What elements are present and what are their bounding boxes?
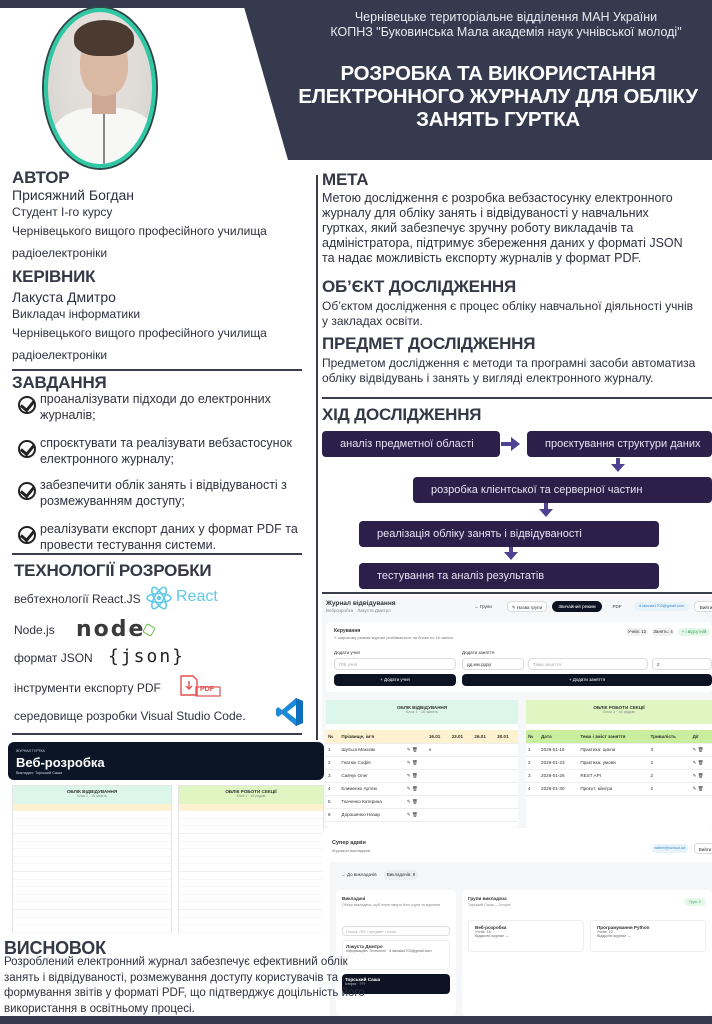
process-heading: ХІД ДОСЛІДЖЕННЯ [322,405,482,424]
admin-logout-button[interactable]: Вийти [694,843,712,854]
arrow-down-icon [611,464,625,472]
vscode-icon [276,697,304,727]
divider [12,733,302,735]
process-step: аналіз предметної області [322,431,500,457]
check-circle-icon [18,396,36,414]
attendance-table: № Прізвище, ім'я 16.01 23.01 26.01 30.01 1 Шульга Максим ✎ 🗑 н 2 Гнатюк Софія ✎ 🗑 3 Савчук Олег ✎ 🗑 4 Клименко Артем ✎ 🗑 5 Ткаченко Катерина ✎ 🗑 6 Дорошенко Назар ✎ 🗑 [326,730,518,822]
react-icon [146,586,172,610]
supervisor-heading: КЕРІВНИК [12,267,96,286]
arrow-down-icon [504,552,518,560]
arrow-down-icon [539,509,553,517]
teacher-card-selected[interactable]: Торський Саша Історія · ??? [342,974,450,994]
group-card[interactable]: Програмування Python Учнів: 10 Відкрити журнал → [590,920,706,952]
subject-heading: ПРЕДМЕТ ДОСЛІДЖЕННЯ [322,334,536,353]
nodejs-icon: node [76,617,146,642]
divider [12,553,302,555]
arrow-right-icon [511,437,520,451]
task-item: забезпечити облік занять і відвідуваності з розмежуванням доступу; [18,477,318,513]
teachers-panel: Викладачі Обери викладача, щоб переглянути його групи та журнали Пошук: ПІБ / предмет / email Лакуста Дмитро Інформаційні Технології · d.lakusta1703@gmail.com Торський Саша Історія · ??? [336,890,456,1016]
table-row: 2 2026-01-23 Практика: умови 2 ✎ 🗑 [526,756,712,769]
topic-input[interactable]: Тема заняття [528,658,648,670]
add-student-button[interactable]: + Додати учня [334,674,456,686]
organization [300,10,712,40]
journal-screenshot: Журнал відвідування Веброзробка · Лакуста Дмитро ← Групи ✎ Назва групи Звичайний режим PDF d.lakusta1703@gmail.com Вийти Керування У широкому режимі журнал розбивається на блоки по 16 занять Учнів: 12 Занять: 4 + і відсутній Додати учня Додати заняття ПІБ учня дд.мм.рррр Тема заняття 2 + Додати учня + Додати заняття ОБЛІК ВІДВІДУВАННЯ Блок 1 · 16 занять № Прізвище, ім'я 16.01 23.01 26.01 30.01 1 Шульга Максим ✎ 🗑 н 2 Гнатюк Софія ✎ 🗑 3 Савчук Олег ✎ 🗑 4 Клименко Артем ✎ 🗑 5 Ткаченко Катерина ✎ 🗑 6 Дорошенко Назар ✎ 🗑 ОБЛІК РОБОТИ СЕКЦІЇ Блок 1 · 16 рядків № Дата Тема і зміст заняття Тривалість Дії 1 2026-01-16 Практика: цикли 3 ✎ 🗑 2 2026-01-23 Практика: умови 2 ✎ 🗑 3 2026-01-26 REST API 2 ✎ 🗑 4 2026-01-30 Проєкт: мінігра 2 ✎ 🗑 [322,596,712,828]
tech-item-json: формат JSON {json} [14,646,186,667]
author-role: Студент І-го курсу [12,205,113,219]
table-row: 1 2026-01-16 Практика: цикли 3 ✎ 🗑 [526,743,712,756]
json-icon: {json} [108,646,186,667]
conclusion-heading: ВИСНОВОК [4,938,106,958]
tech-heading: ТЕХНОЛОГІЇ РОЗРОБКИ [14,561,212,580]
goal-heading: МЕТА [322,170,369,189]
table-row: 6 Дорошенко Назар ✎ 🗑 [326,808,518,821]
table-row: 5 Ткаченко Катерина ✎ 🗑 [326,795,518,808]
date-input[interactable]: дд.мм.рррр [462,658,524,670]
author-institution: Чернівецького вищого професійного училища радіоелектроніки [12,224,267,260]
logout-button[interactable]: Вийти [694,601,712,612]
add-lesson-button[interactable]: + Додати заняття [462,674,712,686]
author-heading: АВТОР [12,168,70,187]
divider [322,592,712,594]
attendance-card: ОБЛІК ВІДВІДУВАННЯ Блок 1 · 16 занять № Прізвище, ім'я 16.01 23.01 26.01 30.01 1 Шульга Максим ✎ 🗑 н 2 Гнатюк Софія ✎ 🗑 3 Савчук Олег ✎ 🗑 4 Клименко Артем ✎ 🗑 5 Ткаченко Катерина ✎ 🗑 6 Дорошенко Назар ✎ 🗑 [326,700,518,828]
table-row: 4 2026-01-30 Проєкт: мінігра 2 ✎ 🗑 [526,782,712,795]
section-work-card: ОБЛІК РОБОТИ СЕКЦІЇ Блок 1 · 16 рядків № Дата Тема і зміст заняття Тривалість Дії 1 2026-01-16 Практика: цикли 3 ✎ 🗑 2 2026-01-23 Практика: умови 2 ✎ 🗑 3 2026-01-26 REST API 2 ✎ 🗑 4 2026-01-30 Проєкт: мінігра 2 ✎ 🗑 [526,700,712,828]
supervisor-name: Лакуста Дмитро [12,289,116,305]
group-attendance-card: ОБЛІК ВІДВІДУВАННЯ Блок 1 · 16 занять [12,785,172,933]
mode-toggle-button[interactable]: Звичайний режим [552,601,602,612]
check-circle-icon [18,526,36,544]
object-heading: ОБ’ЄКТ ДОСЛІДЖЕННЯ [322,277,516,296]
conclusion-text: Розроблений електронний журнал забезпечує ефективний облік занять і відвідуваності, розмежування доступу користувачів та формування звітів у форматі PDF, що підтверджує доцільність його використання в освітньому процесі. [4,956,365,1015]
check-circle-icon [18,440,36,458]
divider [12,369,302,371]
supervisor-institution: Чернівецького вищого професійного училища радіоелектроніки [12,326,267,362]
back-to-teachers-link[interactable]: ← До викладачів [341,872,377,877]
supervisor-role: Викладач інформатики [12,307,141,321]
rename-group-button[interactable]: ✎ Назва групи [507,601,547,612]
process-step: реалізація обліку занять і відвідуваності [359,521,659,547]
groups-panel: Групи викладача Торський Саша — Історія Груп: 2 Веб-розробка Учнів: 15 Відкрити журнал → Програмування Python Учнів: 10 Відкрити журнал → [462,890,712,1016]
tech-item-react: вебтехнології React.JS React [14,592,141,606]
divider [322,397,712,399]
title-line-2: ЕЛЕКТРОННОГО ЖУРНАЛУ ДЛЯ ОБЛІКУ [298,85,698,108]
object-text: Об’єктом дослідження є процес обліку навчальної діяльності учнів у закладах освіти. [322,299,693,328]
process-step: тестування та аналіз результатів [359,563,659,589]
table-row: 4 Клименко Артем ✎ 🗑 [326,782,518,795]
groups-link[interactable]: ← Групи [474,604,492,609]
table-row: 1 Шульга Максим ✎ 🗑 н [326,743,518,756]
student-name-input[interactable]: ПІБ учня [334,658,456,670]
poster-title [284,62,712,131]
bottom-bar [0,1016,712,1024]
title-line-3: ЗАНЯТЬ ГУРТКА [416,108,580,131]
teacher-search-input[interactable]: Пошук: ПІБ / предмет / email [342,926,450,936]
process-step: проєктування структури даних [527,431,712,457]
pdf-export-button[interactable]: PDF [612,604,622,609]
pdf-icon: PDF [178,673,224,697]
goal-text: Метою дослідження є розробка вебзастосунку електронного журналу для обліку занять і відвідуваності у навчальних гуртках, який забезпечує зручну роботу викладачів та адміністратора, підтримує збереження даних у форматі JSON та надає можливість експорту журналів у формат PDF. [322,191,683,265]
edit-delete-icons: ✎ 🗑 [405,743,427,756]
title-line-1: РОЗРОБКА ТА ВИКОРИСТАННЯ [340,62,656,85]
table-row: 2 Гнатюк Софія ✎ 🗑 [326,756,518,769]
task-item: проаналізувати підходи до електронних журналів; [18,391,318,427]
admin-screenshot: Супер адмін Журнали викладачів admin@school.ua Вийти ← До викладачів Викладачів: 9 Викладачі Обери викладача, щоб переглянути його групи та журнали Пошук: ПІБ / предмет / email Лакуста Дмитро Інформаційні Технології · d.lakusta1703@gmail.com Торський Саша Історія · ??? Групи викладача Торський Саша — Історія Груп: 2 Веб-розробка Учнів: 15 Відкрити журнал → Програмування Python Учнів: 10 Відкрити журнал → [322,830,712,1016]
tech-item-vscode: середовище розробки Visual Studio Code. [14,709,246,723]
org-line-2: КОПНЗ "Буковинська Мала академія наук учнівської молоді" [330,25,682,39]
hours-input[interactable]: 2 [652,658,712,670]
group-card[interactable]: Веб-розробка Учнів: 15 Відкрити журнал → [468,920,584,952]
group-journal-screenshot [4,740,324,936]
group-header: ЖУРНАЛ ГУРТКА Веб-розробка Викладач: Торський Саша [8,742,324,780]
author-name: Присяжний Богдан [12,187,135,203]
org-line-1: Чернівецьке територіальне відділення МАН України [354,10,658,24]
column-divider [316,175,318,835]
task-item: реалізувати експорт даних у формат PDF та провести тестування системи. [18,521,318,557]
author-photo [44,8,156,168]
section-table: № Дата Тема і зміст заняття Тривалість Дії 1 2026-01-16 Практика: цикли 3 ✎ 🗑 2 2026-01-23 Практика: умови 2 ✎ 🗑 3 2026-01-26 REST API 2 ✎ 🗑 4 2026-01-30 Проєкт: мінігра 2 ✎ 🗑 [526,730,712,796]
check-circle-icon [18,482,36,500]
subject-text: Предметом дослідження є методи та програмні засоби автоматиза обліку відвідувань і занять у вигляді електронного журналу. [322,356,696,385]
task-item: спроєктувати та реалізувати вебзастосунок електронного журналу; [18,435,318,471]
management-panel: Керування У широкому режимі журнал розбивається на блоки по 16 занять Учнів: 12 Занять: 4 + і відсутній Додати учня Додати заняття ПІБ учня дд.мм.рррр Тема заняття 2 + Додати учня + Додати заняття [326,622,712,692]
teacher-card[interactable]: Лакуста Дмитро Інформаційні Технології · d.lakusta1703@gmail.com [342,940,450,970]
table-row: 3 Савчук Олег ✎ 🗑 [326,769,518,782]
user-email: d.lakusta1703@gmail.com [634,602,689,611]
tech-item-pdf: інструменти експорту PDF PDF [14,681,161,695]
process-step: розробка клієнтської та серверної частин [413,477,712,503]
tasks-heading: ЗАВДАННЯ [12,373,107,392]
table-row: 3 2026-01-26 REST API 2 ✎ 🗑 [526,769,712,782]
tech-item-node: Node.js node [14,623,55,637]
group-section-card: ОБЛІК РОБОТИ СЕКЦІЇ Блок 1 · 16 рядків [178,785,324,933]
